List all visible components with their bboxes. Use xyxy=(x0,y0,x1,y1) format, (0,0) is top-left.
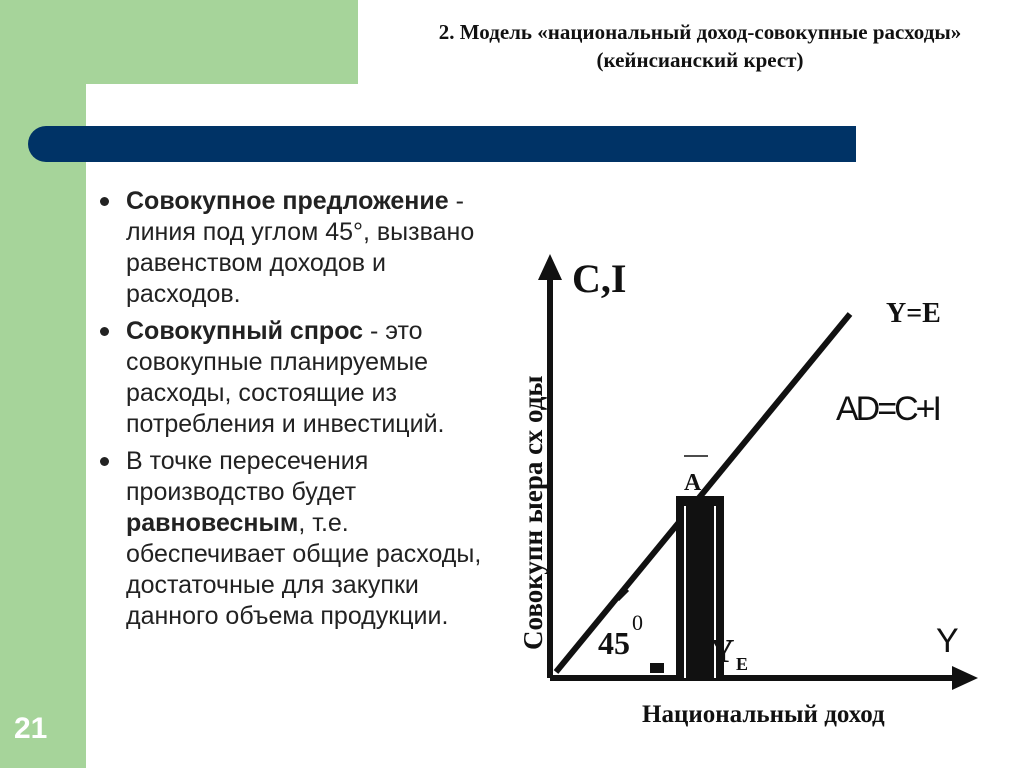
bullet-dot-icon xyxy=(100,327,109,336)
bullet-dot-icon xyxy=(100,197,109,206)
slide-title: 2. Модель «национальный доход-совокупные расходы» (кейнсианский крест) xyxy=(438,20,962,72)
x-axis-arrow-icon xyxy=(952,666,978,690)
bullet-bold-text: Совокупное предложение xyxy=(126,187,449,215)
aggregate-demand-label: AD=C+I xyxy=(836,390,939,428)
y-axis-arrow-icon xyxy=(538,254,562,280)
bullet-text: - линия под углом 45°, вызвано равенством доходов и расходов. xyxy=(126,187,475,308)
bullet-list xyxy=(96,186,496,638)
keynesian-cross-diagram xyxy=(500,250,990,730)
bullet-item xyxy=(96,316,496,440)
y-axis-title: C,I xyxy=(572,256,627,301)
equilibrium-income-label: Y xyxy=(710,633,735,670)
angle-label: 45 xyxy=(598,625,630,661)
bullet-text: В точке пересечения производство будет xyxy=(126,447,369,506)
supply-line-label: Y=E xyxy=(886,298,941,329)
equilibrium-point-label: A xyxy=(684,470,702,496)
y-axis-vertical-label: Совокупн ыера сх оды xyxy=(518,375,548,650)
axis-tick-mark xyxy=(650,663,664,673)
bullet-text: , т.е. обеспечивает общие расходы, достаточные для закупки данного объема продукции. xyxy=(126,509,482,630)
bullet-dot-icon xyxy=(100,457,109,466)
title-divider-bar xyxy=(28,126,856,162)
bullet-bold-text: Совокупный спрос xyxy=(126,317,364,345)
angle-degree-label: 0 xyxy=(632,610,643,635)
slide-number: 21 xyxy=(14,712,48,745)
x-axis-end-label: Y xyxy=(936,622,959,660)
bullet-text: - это совокупные планируемые расходы, состоящие из потребления и инвестиций. xyxy=(126,317,445,438)
bullet-bold-text: равновесным xyxy=(126,509,299,537)
equilibrium-income-subscript: E xyxy=(736,654,749,674)
bullet-item xyxy=(96,186,496,310)
x-axis-title: Национальный доход xyxy=(642,701,885,728)
green-left-decoration xyxy=(0,0,86,768)
bullet-item xyxy=(96,446,496,632)
